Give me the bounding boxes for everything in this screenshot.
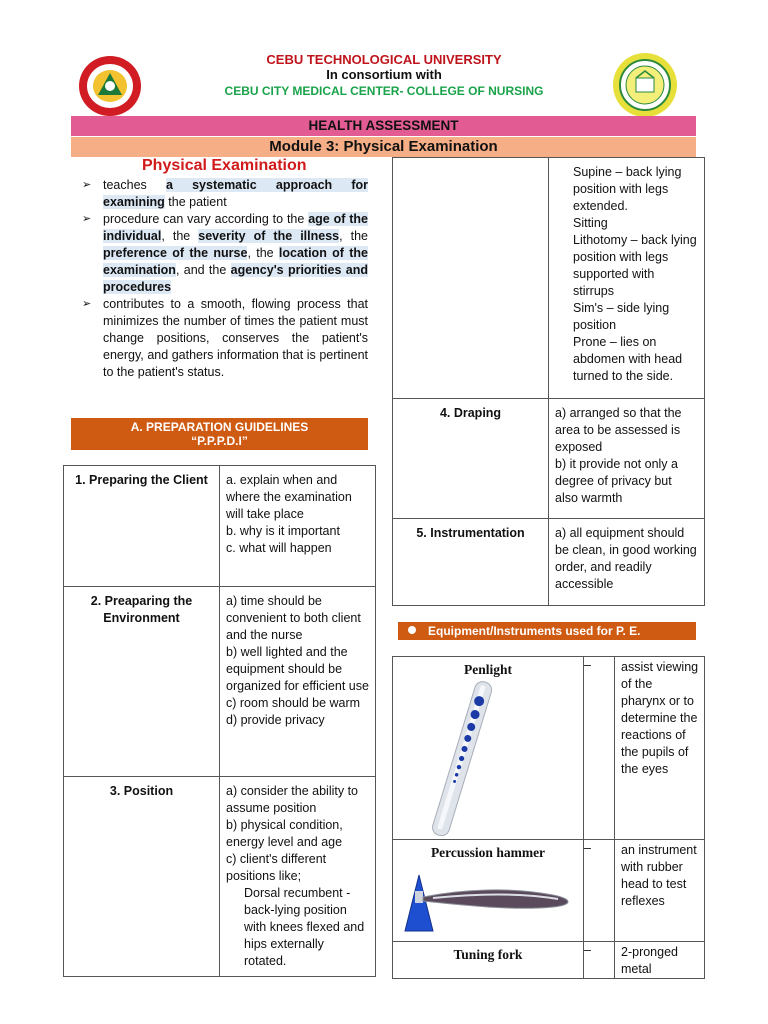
table-row xyxy=(64,466,376,587)
table-row xyxy=(393,840,705,942)
row-label: 2. Preaparing the Environment xyxy=(64,587,220,777)
arrow-bullet-icon: ➢ xyxy=(82,179,92,191)
table-row xyxy=(64,587,376,777)
equipment-name-cell xyxy=(393,942,584,979)
row-content: a. explain when and where the examination will take place b. why is it important c. what will happen xyxy=(220,466,376,587)
course-title: HEALTH ASSESSMENT xyxy=(71,116,696,136)
dash: – xyxy=(584,942,615,979)
section-title: Physical Examination xyxy=(142,157,307,174)
penlight-image xyxy=(393,678,583,838)
preparation-table xyxy=(63,465,376,977)
equipment-name-cell xyxy=(393,840,584,942)
arrow-bullet-icon: ➢ xyxy=(82,213,92,225)
table-row xyxy=(393,657,705,840)
row-content: Supine – back lying position with legs extended. Sitting Lithotomy – back lying position with legs supported with stirrups Sim's – side lying position Prone – lies on abdomen with head turned to the side. xyxy=(549,158,705,399)
bullet-item: ➢ contributes to a smooth, flowing process that minimizes the number of times the patient must change positions, conserves the patient's energy, and gathers information that is pertinent to the patient's status. xyxy=(82,297,368,379)
equipment-table xyxy=(392,656,705,979)
position-table xyxy=(392,157,705,606)
row-label: 3. Position xyxy=(64,777,220,977)
row-label: 1. Preparing the Client xyxy=(64,466,220,587)
row-content: a) arranged so that the area to be assessed is exposed b) it provide not only a degree of privacy but also warmth xyxy=(549,399,705,519)
table-row xyxy=(393,399,705,519)
college-name: CEBU CITY MEDICAL CENTER- COLLEGE OF NURSING xyxy=(224,84,544,98)
dash: – xyxy=(584,657,615,840)
equipment-desc-cell: assist viewing of the pharynx or to determine the reactions of the pupils of the eyes xyxy=(615,657,705,840)
consortium-text: In consortium with xyxy=(326,67,442,82)
row-content: a) all equipment should be clean, in good working order, and readily accessible xyxy=(549,519,705,606)
equipment-name-cell xyxy=(393,657,584,840)
row-label: 5. Instrumentation xyxy=(393,519,549,606)
module-title: Module 3: Physical Examination xyxy=(71,137,696,157)
dash: – xyxy=(584,840,615,942)
equipment-desc-cell: an instrument with rubber head to test reflexes xyxy=(615,840,705,942)
row-content: a) time should be convenient to both client and the nurse b) well lighted and the equipment should be organized for efficient use c) room should be warm d) provide privacy xyxy=(220,587,376,777)
row-label: 4. Draping xyxy=(393,399,549,519)
arrow-bullet-icon: ➢ xyxy=(82,298,92,310)
preparation-guidelines-heading: A. PREPARATION GUIDELINES “P.P.P.D.I” xyxy=(71,418,368,450)
university-name: CEBU TECHNOLOGICAL UNIVERSITY xyxy=(266,52,502,67)
table-row xyxy=(393,158,705,399)
row-label xyxy=(393,158,549,399)
table-row xyxy=(393,519,705,606)
bullet-item: ➢ procedure can vary according to the age of the individual, the severity of the illness, the preference of the nurse, the location of the examination, and the agency's priorities and procedures xyxy=(82,212,369,294)
equipment-name: Penlight xyxy=(463,662,512,677)
bullet-item: ➢ teaches a systematic approach for examining the patient xyxy=(82,178,368,209)
equipment-name: Percussion hammer xyxy=(430,845,546,860)
equipment-desc-cell: 2-pronged metal xyxy=(615,942,705,979)
bullet-dot-icon xyxy=(408,626,416,634)
table-row xyxy=(64,777,376,977)
intro-bullets xyxy=(82,177,368,381)
table-row xyxy=(393,942,705,979)
equipment-heading: Equipment/Instruments used for P. E. xyxy=(398,622,696,640)
row-content: a) consider the ability to assume position b) physical condition, energy level and age c) client's different positions like; Dorsal recumbent - back-lying position with knees flexed and hips externally rotated. xyxy=(220,777,376,977)
percussion-hammer-image xyxy=(393,861,583,939)
equipment-name: Tuning fork xyxy=(453,947,523,962)
